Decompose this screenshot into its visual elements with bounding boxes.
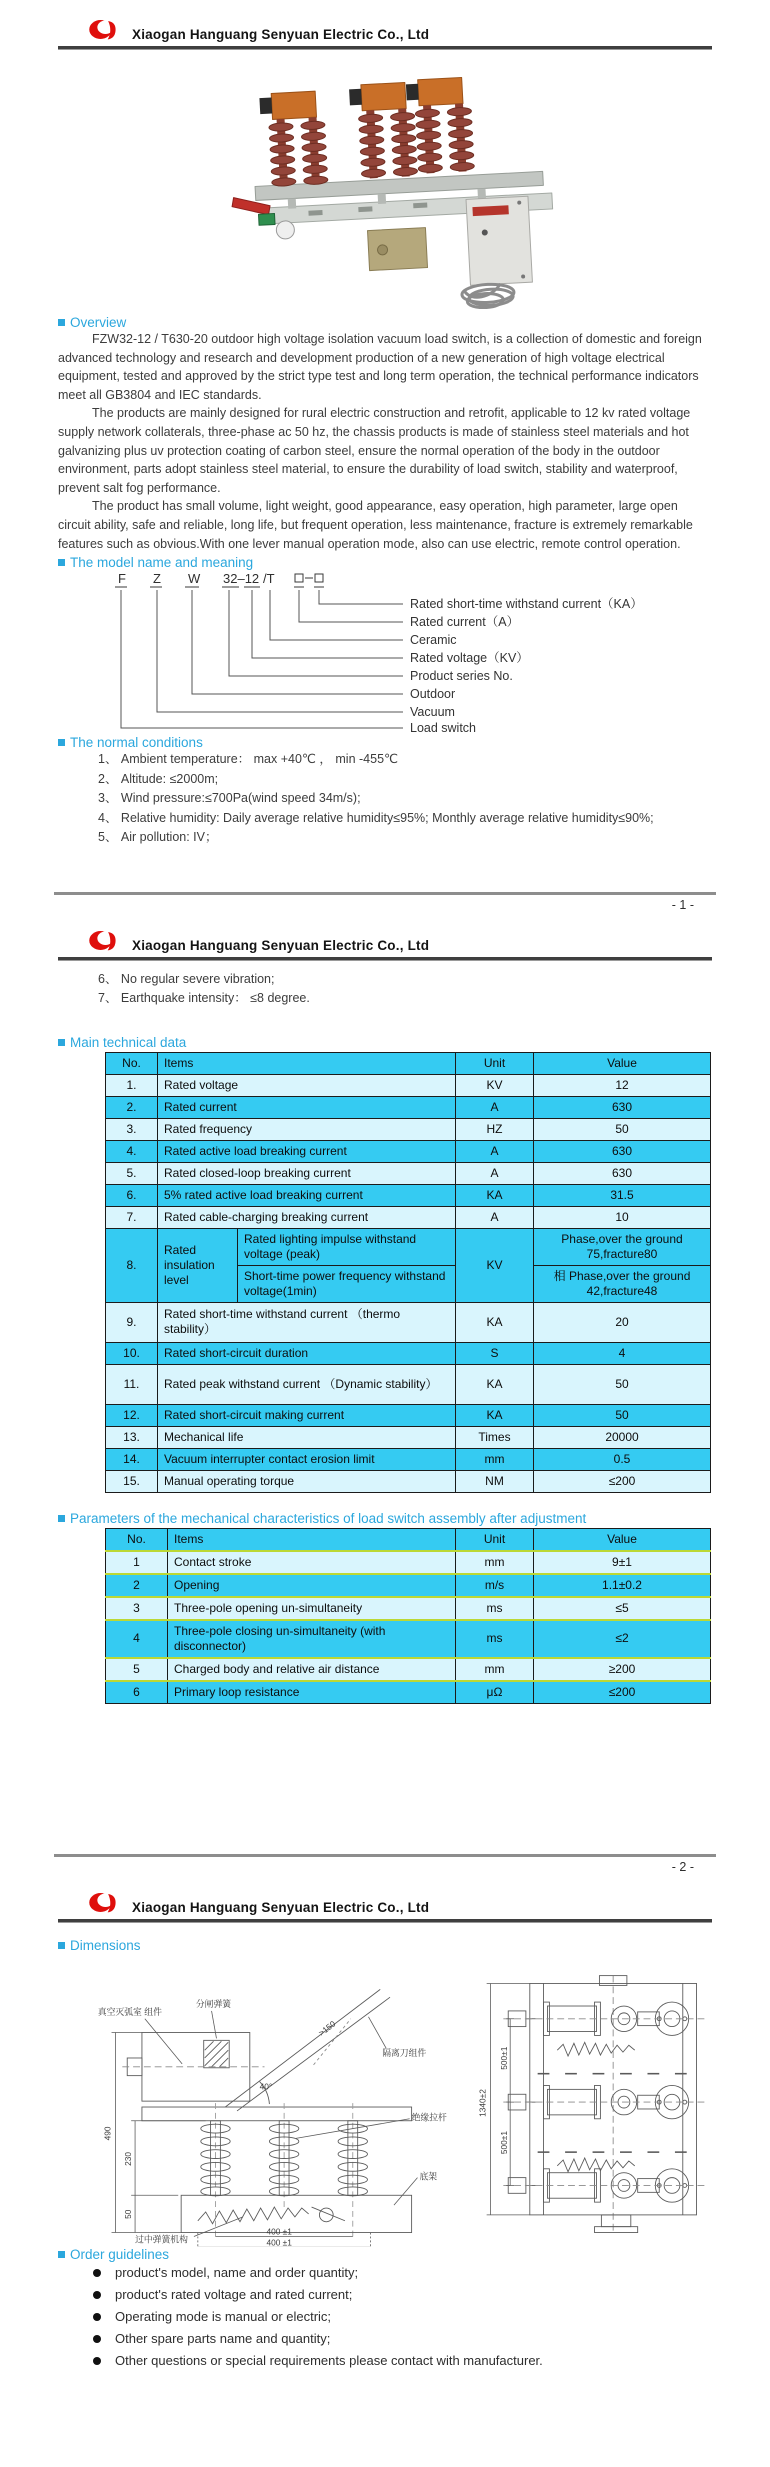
page-3 — [0, 1881, 770, 2372]
table-row: 11. Rated peak withstand current （Dynamic stability） KA 50 — [106, 1364, 711, 1404]
section-title: Overview — [70, 315, 127, 330]
page-2 — [0, 919, 770, 1704]
dimension-text: 400 ±1 — [266, 2236, 292, 2247]
page-number: - 1 - — [671, 897, 694, 912]
section-bullet-icon — [58, 739, 65, 746]
section-bullet-icon — [58, 559, 65, 566]
bullet-icon — [93, 2335, 101, 2343]
section-title: Parameters of the mechanical characteristics of load switch assembly after adjustment — [70, 1510, 587, 1526]
order-item: product's rated voltage and rated current; — [93, 2284, 712, 2306]
section-title: The normal conditions — [70, 735, 203, 751]
table-row: 2. Rated current A 630 — [106, 1096, 711, 1118]
page-1 — [0, 8, 770, 848]
dimension-text: 1340±2 — [477, 2088, 488, 2117]
model-label: Vacuum — [410, 705, 455, 720]
pole-unit — [503, 2002, 704, 2056]
model-label: Ceramic — [410, 633, 457, 648]
col-header: Items — [168, 1528, 456, 1551]
page-header — [58, 8, 712, 49]
table-row: 4. Rated active load breaking current A 630 — [106, 1140, 711, 1162]
hatch-marks — [537, 2073, 686, 2151]
drawing-label: 底架 — [419, 2171, 438, 2182]
col-header: Unit — [456, 1052, 534, 1074]
section-main-technical-data — [58, 1035, 712, 1050]
drawing-label: 真空灭弧室 组件 — [97, 2006, 162, 2017]
gearbox — [368, 228, 428, 271]
pole-unit — [503, 2158, 704, 2202]
col-header: Items — [158, 1052, 456, 1074]
table-row: 15. Manual operating torque NM ≤200 — [106, 1470, 711, 1492]
order-item: product's model, name and order quantity; — [93, 2262, 712, 2284]
pole-unit — [503, 2085, 704, 2118]
col-header: No. — [106, 1528, 168, 1551]
table-row: 1 Contact stroke mm 9±1 — [106, 1551, 711, 1574]
company-logo-icon — [88, 1889, 122, 1916]
drawing-label: 隔离刀组件 — [382, 2047, 427, 2058]
condition-item: 3、 Wind pressure:≤700Pa(wind speed 34m/s); — [98, 791, 361, 806]
table-row: 6. 5% rated active load breaking current KA 31.5 — [106, 1184, 711, 1206]
drawing-label: 过中弹簧机构 — [135, 2233, 188, 2244]
dimension-text: 230 — [123, 2151, 134, 2166]
model-name-diagram — [58, 570, 678, 735]
condition-item: 7、 Earthquake intensity： ≤8 degree. — [98, 991, 310, 1006]
condition-item: 2、 Altitude: ≤2000m; — [98, 771, 219, 786]
company-name: Xiaogan Hanguang Senyuan Electric Co., Ltd — [132, 27, 430, 42]
company-name: Xiaogan Hanguang Senyuan Electric Co., Ltd — [132, 937, 430, 953]
page-header — [58, 919, 712, 960]
model-code-letter: F — [118, 571, 126, 587]
bullet-icon — [93, 2313, 101, 2321]
table-row: 3. Rated frequency HZ 50 — [106, 1118, 711, 1140]
page-header — [58, 1881, 712, 1922]
model-label: Rated voltage（KV） — [410, 651, 529, 666]
cable-coil — [462, 283, 515, 309]
model-label: Rated short-time withstand current（KA） — [410, 597, 643, 612]
section-order-guidelines — [58, 2247, 712, 2262]
drawing-label: 分闸弹簧 — [195, 1998, 232, 2009]
table-row: 5. Rated closed-loop breaking current A 630 — [106, 1162, 711, 1184]
section-title: Order guidelines — [70, 2246, 170, 2262]
table-row-insulation-1: 8. Rated insulation level Rated lighting impulse withstand voltage (peak) KV Phase,over the ground 75,fracture80 — [106, 1228, 711, 1265]
section-model-meaning — [58, 555, 712, 570]
section-title: Main technical data — [70, 1034, 187, 1050]
condition-item: 5、 Air pollution: IV； — [98, 830, 218, 845]
model-label: Load switch — [410, 721, 477, 736]
table-row: 12. Rated short-circuit making current KA 50 — [106, 1404, 711, 1426]
model-code-placeholder-box — [315, 574, 323, 582]
table-row: 5 Charged body and relative air distance mm ≥200 — [106, 1658, 711, 1681]
model-code-placeholder-box — [295, 574, 303, 582]
table-row: 3 Three-pole opening un-simultaneity ms ≤5 — [106, 1597, 711, 1620]
overview-paragraph: The product has small volume, light weight, good appearance, easy operation, high parameter, large open circuit ability, safe and reliable, long life, but frequent operation, less maintenance, fracture is extremely remarkable features such as obvious.With one lever manual operation mode, also can use electric, remote control operation. — [58, 499, 693, 551]
company-name: Xiaogan Hanguang Senyuan Electric Co., Ltd — [132, 1899, 430, 1915]
condition-item: 4、 Relative humidity: Daily average relative humidity≤95%; Monthly average relative humidity≤90%; — [98, 810, 654, 825]
drawing-label: 绝缘拉杆 — [411, 2112, 447, 2123]
col-header: Unit — [456, 1528, 534, 1551]
table-row: 7. Rated cable-charging breaking current A 10 — [106, 1206, 711, 1228]
model-label: Product series No. — [410, 669, 513, 684]
dimension-text: 50 — [123, 2209, 134, 2219]
model-code-letter: W — [188, 571, 201, 587]
table-header-row — [106, 1052, 711, 1074]
dimension-text: 400 ±1 — [266, 2226, 292, 2237]
col-header: No. — [106, 1052, 158, 1074]
condition-item: 6、 No regular severe vibration; — [98, 971, 275, 986]
model-label: Rated current（A） — [410, 615, 520, 630]
page-number: - 2 - — [671, 1859, 694, 1874]
order-item: Other questions or special requirements please contact with manufacturer. — [93, 2350, 712, 2372]
table-row: 2 Opening m/s 1.1±0.2 — [106, 1574, 711, 1597]
overview-paragraph: The products are mainly designed for rural electric construction and retrofit, applicable to 12 kv rated voltage supply network collaterals, three-phase ac 50 hz, the chassis products is made of stainless steel materials and hot galvanizing plus uv protection coating of carbon steel, ensure the normal operation of the body in the outdoor environment, parts adopt stainless steel material, to ensure the durability of load switch, stability and waterproof, prevent salt fog performance. — [58, 406, 691, 495]
section-bullet-icon — [58, 2251, 65, 2258]
condition-item: 1、 Ambient temperature： max +40℃ ， min -455℃ — [98, 752, 399, 767]
overview-paragraph: FZW32-12 / T630-20 outdoor high voltage isolation vacuum load switch, is a collection of domestic and foreign advanced technology and research and development production of a new generation of high voltage electrical equipment, tested and approved by the strict type test and long term operation, the technical performance indicators meet all GB3804 and IEC standards. — [58, 332, 702, 402]
dimension-drawing-side-view — [88, 1969, 453, 2247]
dimension-text: 490 — [102, 2126, 113, 2140]
dimension-text: 500±1 — [499, 2046, 510, 2070]
bullet-icon — [93, 2269, 101, 2277]
table-row: 4 Three-pole closing un-simultaneity (with disconnector) ms ≤2 — [106, 1620, 711, 1658]
mechanical-parameters-table — [105, 1528, 711, 1704]
section-title: Dimensions — [70, 1937, 141, 1953]
model-diagram-connectors — [121, 590, 403, 728]
model-code-letter: /T — [263, 571, 275, 587]
phase-unit — [259, 91, 328, 187]
bullet-icon — [93, 2357, 101, 2365]
company-logo-icon — [88, 927, 122, 954]
dimension-text-angle: 40° — [259, 2080, 273, 2091]
section-dimensions — [58, 1938, 712, 1953]
main-technical-data-table — [105, 1052, 711, 1493]
table-row: 1. Rated voltage KV 12 — [106, 1074, 711, 1096]
dimension-text: 500±1 — [499, 2130, 510, 2154]
dimension-text: >150 — [316, 2018, 338, 2038]
table-row-insulation-2: Short-time power frequency withstand voltage(1min) 相 Phase,over the ground 42,fracture48 — [106, 1265, 711, 1302]
section-overview — [58, 315, 712, 330]
table-row: 10. Rated short-circuit duration S 4 — [106, 1342, 711, 1364]
col-header: Value — [534, 1052, 711, 1074]
table-row: 6 Primary loop resistance μΩ ≤200 — [106, 1681, 711, 1704]
section-bullet-icon — [58, 1515, 65, 1522]
section-title: The model name and meaning — [70, 555, 254, 571]
col-header: Value — [534, 1528, 711, 1551]
company-logo-icon — [88, 16, 122, 43]
model-label: Outdoor — [410, 687, 456, 702]
section-bullet-icon — [58, 319, 65, 326]
dimension-drawings — [88, 1969, 712, 2247]
order-item: Other spare parts name and quantity; — [93, 2328, 712, 2350]
table-row: 14. Vacuum interrupter contact erosion limit mm 0.5 — [106, 1448, 711, 1470]
model-code-letter: Z — [153, 571, 161, 587]
bullet-icon — [93, 2291, 101, 2299]
model-code-number: 32–12 — [223, 571, 260, 587]
table-header-row — [106, 1528, 711, 1551]
section-bullet-icon — [58, 1039, 65, 1046]
section-bullet-icon — [58, 1942, 65, 1949]
section-mechanical-parameters — [58, 1511, 712, 1526]
section-normal-conditions — [58, 735, 712, 750]
product-photo — [228, 61, 564, 309]
order-item: Operating mode is manual or electric; — [93, 2306, 712, 2328]
dimension-drawing-top-view — [469, 1969, 712, 2247]
table-row: 13. Mechanical life Times 20000 — [106, 1426, 711, 1448]
table-row: 9. Rated short-time withstand current （thermo stability） KA 20 — [106, 1302, 711, 1342]
